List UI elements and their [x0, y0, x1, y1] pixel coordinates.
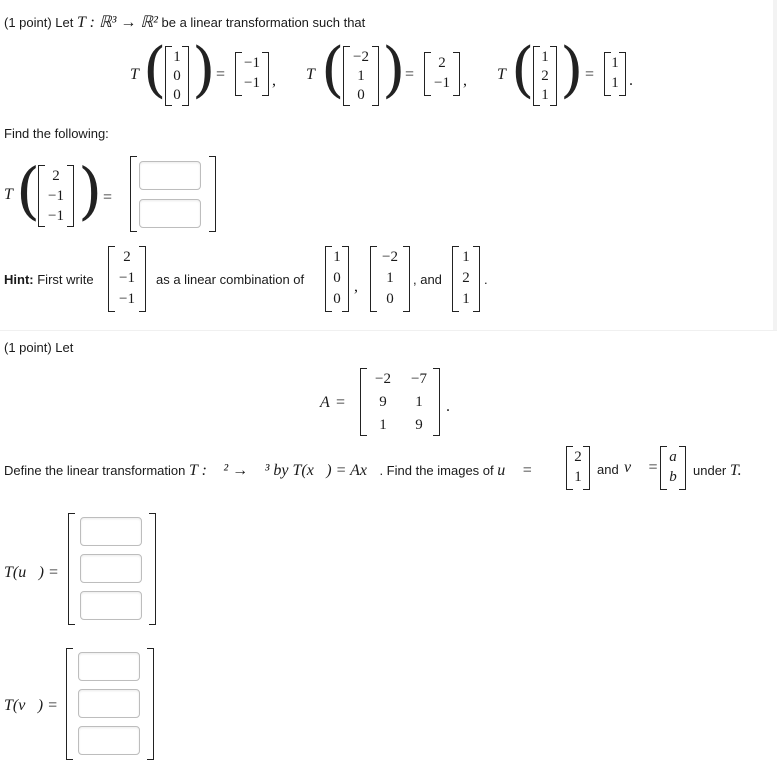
problem1-intro	[4, 12, 365, 32]
under-label	[693, 462, 742, 480]
hint-end: .	[484, 272, 488, 287]
problem2-points: (1 point) Let	[4, 340, 74, 355]
u-vec-label: u⃗ =	[497, 462, 533, 479]
basis-vector-2	[370, 246, 410, 312]
matrix-cell: 1	[462, 249, 470, 265]
matrix-cell: −1	[48, 188, 64, 204]
Tu-input-2[interactable]	[80, 554, 142, 583]
Tv-input-3[interactable]	[78, 726, 140, 755]
period: .	[629, 72, 633, 89]
given-input-2	[343, 46, 379, 106]
T-symbol: T	[497, 66, 506, 83]
right-paren: )	[560, 35, 584, 105]
matrix-A	[360, 368, 440, 436]
hint-vector	[108, 246, 146, 312]
Tu-input-3[interactable]	[80, 591, 142, 620]
answer-input-1-top[interactable]	[139, 161, 201, 190]
hint-mid: as a linear combination of	[156, 272, 305, 287]
given-output-3	[604, 52, 626, 96]
matrix-cell: −1	[119, 270, 135, 286]
right-paren: )	[78, 154, 103, 227]
matrix-cell: 1	[611, 55, 619, 71]
matrix-cell: 2	[462, 270, 470, 286]
right-paren: )	[382, 35, 406, 105]
comma: ,	[463, 72, 467, 89]
matrix-cell: 1	[333, 249, 341, 265]
problem1-intro-suffix: be a linear transformation such that	[161, 15, 366, 30]
T-symbol: T	[130, 66, 139, 83]
find-label: Find the following:	[4, 126, 109, 141]
hint-bold: Hint:	[4, 272, 34, 287]
equals-sign: =	[405, 66, 415, 83]
hint-line	[4, 272, 94, 287]
equals-sign: =	[336, 394, 346, 411]
comma: ,	[354, 278, 358, 295]
Tv-input-1[interactable]	[78, 652, 140, 681]
and-label: and	[597, 462, 619, 477]
answer-matrix-Tv	[66, 648, 154, 760]
matrix-cell: 1	[611, 75, 619, 91]
query-vector	[38, 165, 74, 227]
left-paren: (	[511, 35, 535, 105]
answer-matrix-Tu	[68, 513, 156, 625]
hint-text: First write	[37, 272, 94, 287]
given-input-3	[533, 46, 557, 106]
matrix-cell: −2	[353, 49, 369, 65]
matrix-cell: 0	[357, 87, 365, 103]
matrix-cell: b	[669, 469, 677, 485]
matrix-cell: 1	[541, 49, 549, 65]
matrix-cell: 1	[386, 270, 394, 286]
problem1-points: (1 point) Let	[4, 15, 74, 30]
matrix-cell: −2	[382, 249, 398, 265]
matrix-cell: 9	[379, 394, 387, 410]
T-period: T.	[729, 462, 742, 479]
equals-sign: =	[216, 66, 226, 83]
matrix-cell: 0	[173, 87, 181, 103]
panel-edge	[773, 0, 777, 330]
right-paren: )	[192, 35, 216, 105]
matrix-cell: −1	[434, 75, 450, 91]
u-vector	[566, 446, 590, 490]
matrix-cell: −1	[119, 291, 135, 307]
period: .	[446, 398, 450, 415]
matrix-cell: 1	[574, 469, 582, 485]
matrix-cell: 0	[173, 68, 181, 84]
matrix-cell: 1	[173, 49, 181, 65]
matrix-cell: a	[669, 449, 677, 465]
matrix-cell: 0	[386, 291, 394, 307]
Tv-label: T(v⃗) =	[4, 697, 58, 714]
matrix-cell: 9	[415, 417, 423, 433]
v-vector	[660, 446, 686, 490]
matrix-cell: 2	[541, 68, 549, 84]
answer-matrix-1	[130, 156, 216, 232]
matrix-cell: 2	[52, 168, 60, 184]
define-line	[4, 462, 533, 480]
matrix-cell: 2	[574, 449, 582, 465]
matrix-cell: 1	[415, 394, 423, 410]
matrix-cell: 0	[333, 270, 341, 286]
basis-vector-3	[452, 246, 480, 312]
define-rest: T : ℝ² → ℝ³ by T(x⃗) = Ax⃗	[189, 462, 380, 479]
matrix-cell: −1	[48, 208, 64, 224]
left-paren: (	[16, 154, 41, 227]
matrix-cell: 1	[462, 291, 470, 307]
given-output-2	[424, 52, 460, 96]
basis-vector-1	[325, 246, 349, 312]
Tv-input-2[interactable]	[78, 689, 140, 718]
matrix-cell: 1	[357, 68, 365, 84]
Tu-input-1[interactable]	[80, 517, 142, 546]
comma: ,	[272, 72, 276, 89]
find-images: . Find the images of	[379, 463, 494, 478]
matrix-cell: 0	[333, 291, 341, 307]
matrix-cell: 1	[379, 417, 387, 433]
A-symbol: A	[320, 394, 330, 411]
matrix-cell: −1	[244, 55, 260, 71]
matrix-cell: 2	[123, 249, 131, 265]
matrix-cell: 2	[438, 55, 446, 71]
matrix-cell: −2	[375, 371, 391, 387]
matrix-cell: −7	[411, 371, 427, 387]
T-symbol: T	[306, 66, 315, 83]
equals-sign: =	[103, 189, 113, 206]
hint-and: , and	[413, 272, 442, 287]
equals-sign: =	[585, 66, 595, 83]
under-text: under	[693, 463, 727, 478]
left-paren: (	[143, 35, 167, 105]
matrix-cell: 1	[541, 87, 549, 103]
problem1-transform-def: T : ℝ³ → ℝ²	[77, 14, 158, 31]
define-prefix: Define the linear transformation	[4, 463, 186, 478]
matrix-cell: −1	[244, 75, 260, 91]
given-output-1	[235, 52, 269, 96]
T-symbol: T	[4, 186, 13, 203]
v-vec-label: v⃗ =	[624, 459, 659, 476]
left-paren: (	[321, 35, 345, 105]
Tu-label: T(u⃗) =	[4, 564, 59, 581]
answer-input-1-bottom[interactable]	[139, 199, 201, 228]
given-input-1	[165, 46, 189, 106]
